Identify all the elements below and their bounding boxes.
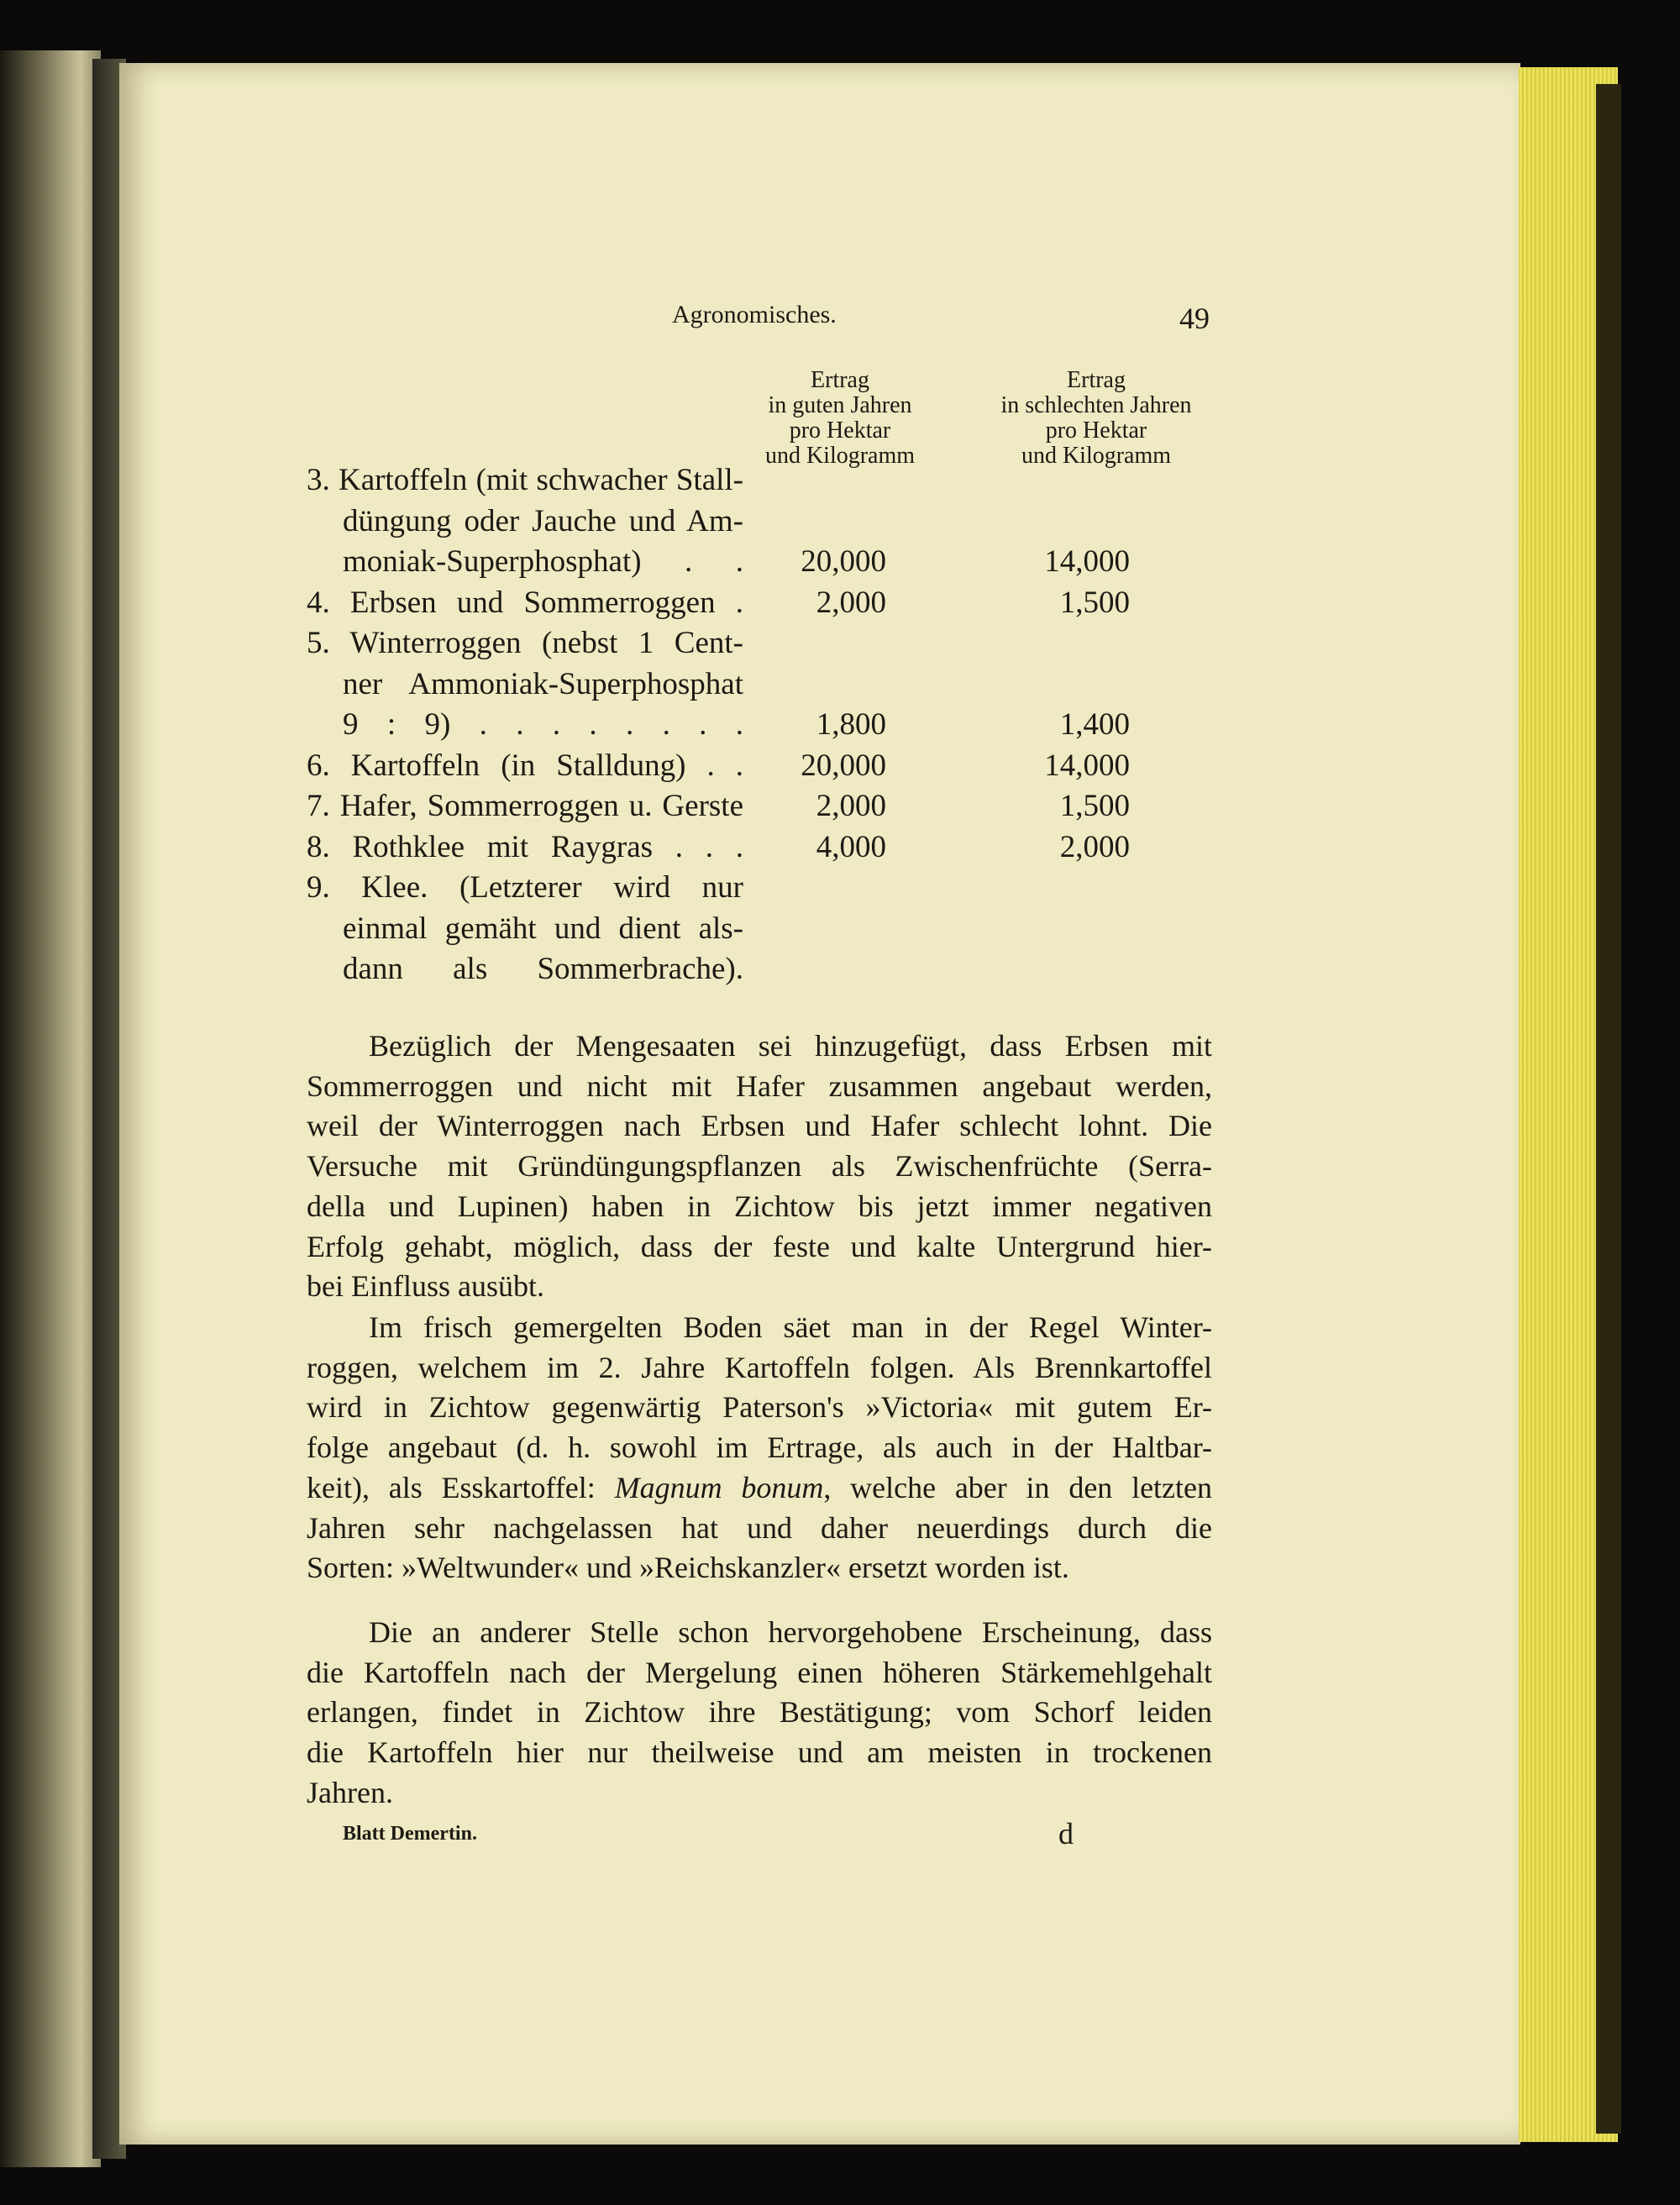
header-line: und Kilogramm [1021, 443, 1172, 469]
yield-good-years: 2,000 [816, 585, 886, 620]
table-row-label-line: einmal gemäht und dient als- [343, 911, 743, 946]
text-line: bei Einfluss ausübt. [307, 1269, 544, 1304]
table-row-label-line: 6. Kartoffeln (in Stalldung) . . [307, 748, 743, 783]
header-line: pro Hektar [789, 417, 891, 444]
paragraph-1 [307, 1026, 1212, 1307]
column-header-good-years [739, 368, 941, 469]
yield-good-years: 2,000 [816, 789, 886, 823]
table-row-label-line: moniak-Superphosphat) . . [343, 544, 743, 579]
yield-good-years: 20,000 [801, 544, 886, 579]
text-line: roggen, welchem im 2. Jahre Kartoffeln folgen. Als Brennkartoffel [307, 1350, 1212, 1384]
text-line: Im frisch gemergelten Boden säet man in der Regel Winter- [369, 1310, 1212, 1344]
text-line: Sommerroggen und nicht mit Hafer zusammen angebaut werden, [307, 1068, 1212, 1103]
header-line: in guten Jahren [768, 392, 912, 418]
text-line: Bezüglich der Mengesaaten sei hinzugefügt, dass Erbsen mit [369, 1029, 1212, 1063]
header-line: Ertrag [1067, 367, 1126, 393]
table-row-label-line: 7. Hafer, Sommerroggen u. Gerste [307, 789, 743, 823]
header-line: in schlechten Jahren [1000, 392, 1192, 418]
table-row-label-line: dann als Sommerbrache). [343, 952, 743, 986]
text-line: Jahren. [307, 1775, 393, 1809]
table-row-label-line: ner Ammoniak-Superphosphat [343, 666, 743, 701]
italic-variety-name: Magnum bonum [614, 1470, 824, 1504]
header-line: und Kilogramm [764, 443, 916, 469]
table-row-label-line: 3. Kartoffeln (mit schwacher Stall- [307, 463, 743, 497]
yield-good-years: 20,000 [801, 748, 886, 783]
yield-good-years: 1,800 [816, 707, 886, 742]
yield-bad-years: 14,000 [1044, 748, 1130, 783]
footer-sheet-name: Blatt Demertin. [343, 1823, 477, 1845]
footer-signature: d [1058, 1817, 1074, 1851]
text-line: folge angebaut (d. h. sowohl im Ertrage, als auch in der Haltbar- [307, 1431, 1212, 1465]
running-title: Agronomisches. [672, 301, 837, 328]
text-line [307, 1468, 1212, 1509]
text-line: die Kartoffeln nach der Mergelung einen höheren Stärkemehlgehalt [307, 1655, 1212, 1689]
text-fragment: keit), als Esskartoffel: [307, 1470, 596, 1504]
text-line: wird in Zichtow gegenwärtig Paterson's »Victoria« mit gutem Er- [307, 1390, 1212, 1425]
header-line: Ertrag [811, 367, 869, 393]
table-row-label-line: 4. Erbsen und Sommerroggen . [307, 585, 743, 620]
paragraph-3 [307, 1613, 1212, 1814]
left-page-edge [0, 50, 101, 2167]
yield-good-years: 4,000 [816, 829, 886, 864]
text-line: Sorten: »Weltwunder« und »Reichskanzler« ersetzt worden ist. [307, 1551, 1069, 1585]
yield-bad-years: 2,000 [1059, 829, 1130, 864]
book-cover-edge [1596, 84, 1621, 2134]
text-line: weil der Winterroggen nach Erbsen und Hafer schlecht lohnt. Die [307, 1109, 1212, 1143]
yield-bad-years: 14,000 [1044, 544, 1130, 579]
table-row-label-line: 9. Klee. (Letzterer wird nur [307, 870, 743, 905]
paragraph-2 [307, 1308, 1212, 1588]
text-line: erlangen, findet in Zichtow ihre Bestätigung; vom Schorf leiden [307, 1695, 1212, 1730]
table-row-label-line: 5. Winterroggen (nebst 1 Cent- [307, 626, 743, 660]
text-line: della und Lupinen) haben in Zichtow bis jetzt immer negativen [307, 1189, 1212, 1223]
yield-bad-years: 1,500 [1059, 585, 1130, 620]
text-line: Die an anderer Stelle schon hervorgehobene Erscheinung, dass [369, 1615, 1212, 1649]
yield-bad-years: 1,400 [1059, 707, 1130, 742]
text-line: Jahren sehr nachgelassen hat und daher neuerdings durch die [307, 1510, 1212, 1545]
page-number: 49 [1179, 302, 1210, 335]
table-row-label-line: 9 : 9) . . . . . . . . [343, 707, 743, 742]
text-line: die Kartoffeln hier nur theilweise und am meisten in trockenen [307, 1735, 1212, 1770]
table-row-label-line: 8. Rothklee mit Raygras . . . [307, 829, 743, 864]
text-line: Versuche mit Gründüngungspflanzen als Zwischenfrüchte (Serra- [307, 1149, 1212, 1184]
text-line: Erfolg gehabt, möglich, dass der feste und kalte Untergrund hier- [307, 1229, 1212, 1263]
column-header-bad-years [974, 368, 1218, 469]
yield-bad-years: 1,500 [1059, 789, 1130, 823]
header-line: pro Hektar [1045, 417, 1147, 444]
table-row-label-line: düngung oder Jauche und Am- [343, 503, 743, 538]
text-fragment: , welche aber in den letzten [823, 1470, 1213, 1504]
